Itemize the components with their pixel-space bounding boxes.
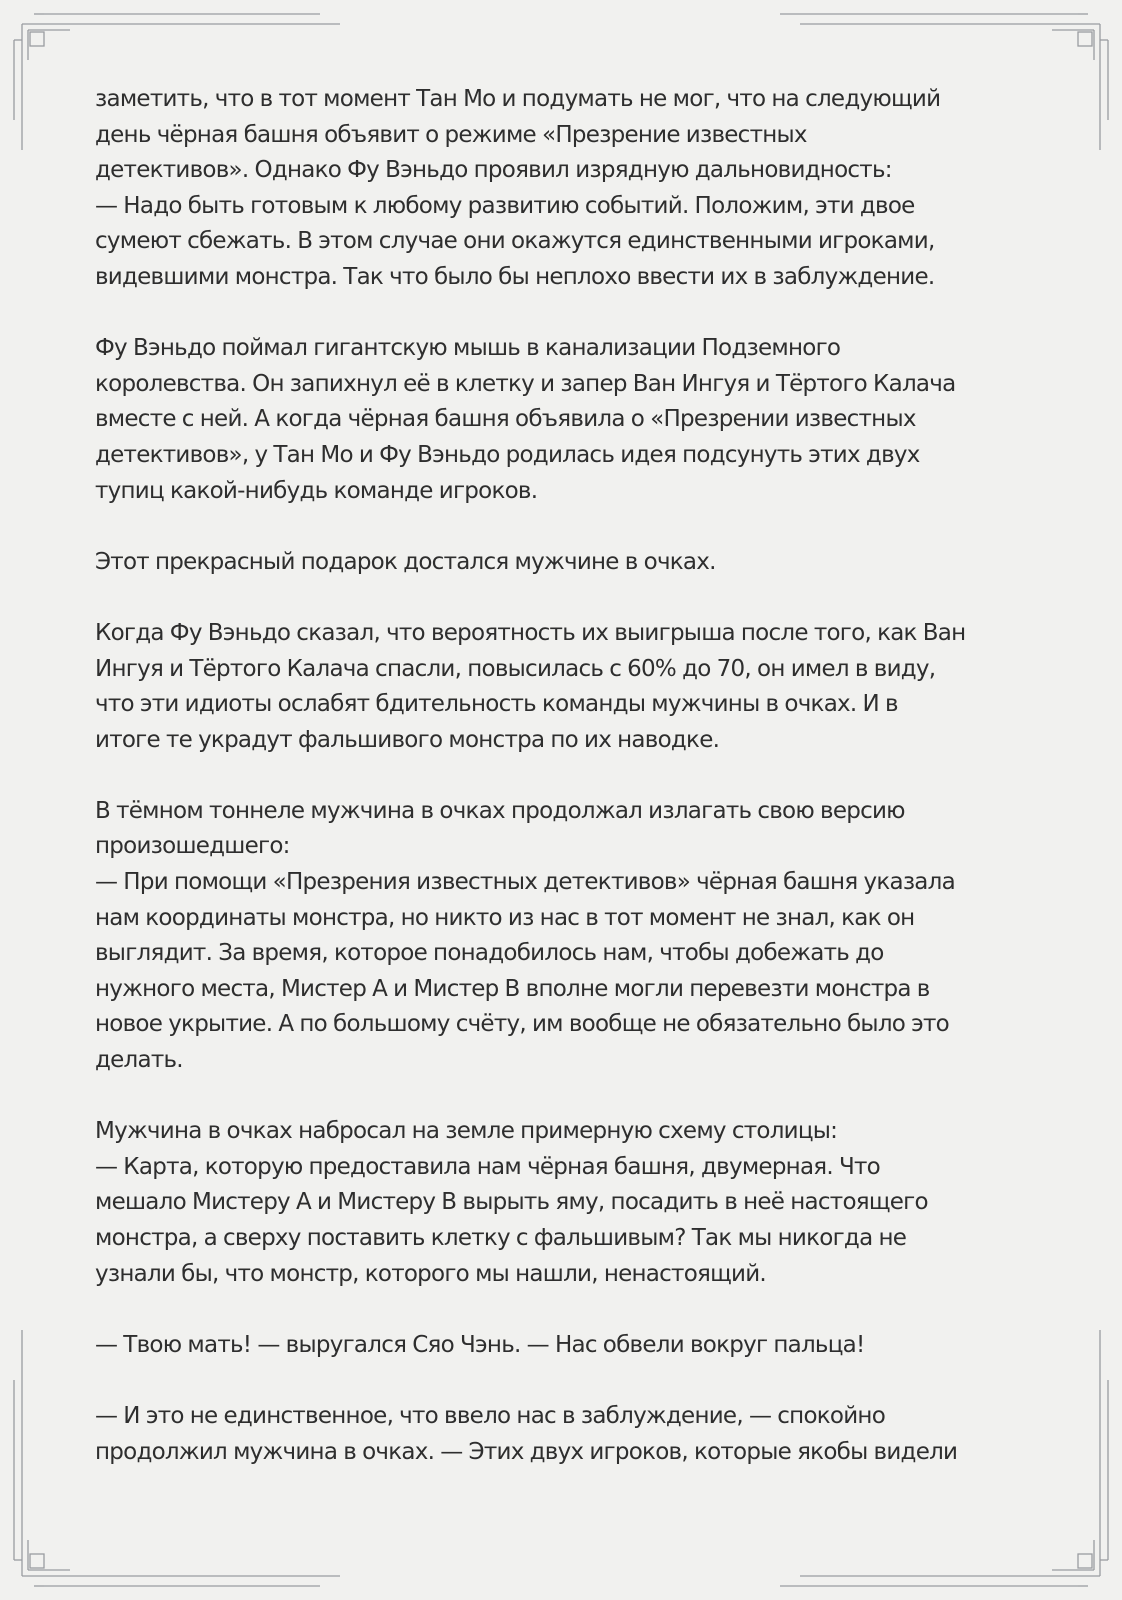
paragraph <box>95 1399 1025 1470</box>
document-text <box>95 82 1025 1506</box>
text-line: заметить, что в тот момент Тан Мо и подумать не мог, что на следующий <box>95 86 941 112</box>
text-line: тупиц какой-нибудь команде игроков. <box>95 477 538 504</box>
text-line: Фу Вэньдо поймал гигантскую мышь в канализации Подземного <box>95 335 841 362</box>
text-line: что эти идиоты ослабят бдительность команды мужчины в очках. И в <box>95 691 898 718</box>
text-line: видевшими монстра. Так что было бы неплохо ввести их в заблуждение. <box>95 263 935 290</box>
paragraph <box>95 1114 1025 1292</box>
text-line: детективов», у Тан Мо и Фу Вэньдо родилась идея подсунуть этих двух <box>95 441 920 468</box>
paragraph <box>95 331 1025 509</box>
text-line: детективов». Однако Фу Вэньдо проявил изрядную дальновидность: <box>95 157 892 184</box>
text-line: королевства. Он запихнул её в клетку и запер Ван Ингуя и Тёртого Калача <box>95 370 956 397</box>
paragraph <box>95 1328 1025 1364</box>
text-line: В тёмном тоннеле мужчина в очках продолжал излагать свою версию <box>95 797 905 824</box>
text-line: продолжил мужчина в очках. — Этих двух игроков, которые якобы видели <box>95 1438 958 1465</box>
paragraph <box>95 794 1025 1079</box>
paragraph <box>95 545 1025 581</box>
text-line: итоге те украдут фальшивого монстра по их наводке. <box>95 726 720 753</box>
text-line: нам координаты монстра, но никто из нас в тот момент не знал, как он <box>95 904 915 931</box>
text-line: Когда Фу Вэньдо сказал, что вероятность их выигрыша после того, как Ван <box>95 619 966 646</box>
text-line: Этот прекрасный подарок достался мужчине в очках. <box>95 548 716 575</box>
text-line: день чёрная башня объявит о режиме «Презрение известных <box>95 121 807 148</box>
text-line: Ингуя и Тёртого Калача спасли, повысилась с 60% до 70, он имел в виду, <box>95 655 936 682</box>
text-line: — Надо быть готовым к любому развитию событий. Положим, эти двое <box>95 192 915 219</box>
paragraph <box>95 82 1025 296</box>
text-line: вместе с ней. А когда чёрная башня объявила о «Презрении известных <box>95 406 916 433</box>
text-line: — Карта, которую предоставила нам чёрная башня, двумерная. Что <box>95 1153 881 1180</box>
text-line: — При помощи «Презрения известных детективов» чёрная башня указала <box>95 869 955 896</box>
text-line: монстра, а сверху поставить клетку с фальшивым? Так мы никогда не <box>95 1225 907 1251</box>
text-line: сумеют сбежать. В этом случае они окажутся единственными игроками, <box>95 228 935 255</box>
text-line: выглядит. За время, которое понадобилось нам, чтобы добежать до <box>95 940 884 967</box>
text-line: нужного места, Мистер А и Мистер В вполне могли перевезти монстра в <box>95 975 930 1002</box>
text-line: новое укрытие. А по большому счёту, им вообще не обязательно было это <box>95 1011 949 1038</box>
text-line: — Твою мать! — выругался Сяо Чэнь. — Нас обвели вокруг пальца! <box>95 1331 865 1358</box>
text-line: произошедшего: <box>95 833 290 860</box>
text-line: Мужчина в очках набросал на земле примерную схему столицы: <box>95 1118 838 1145</box>
text-line: мешало Мистеру А и Мистеру В вырыть яму, посадить в неё настоящего <box>95 1189 928 1216</box>
paragraph <box>95 616 1025 758</box>
text-line: делать. <box>95 1047 183 1074</box>
text-line: узнали бы, что монстр, которого мы нашли, ненастоящий. <box>95 1260 766 1287</box>
text-line: — И это не единственное, что ввело нас в заблуждение, — спокойно <box>95 1402 886 1429</box>
